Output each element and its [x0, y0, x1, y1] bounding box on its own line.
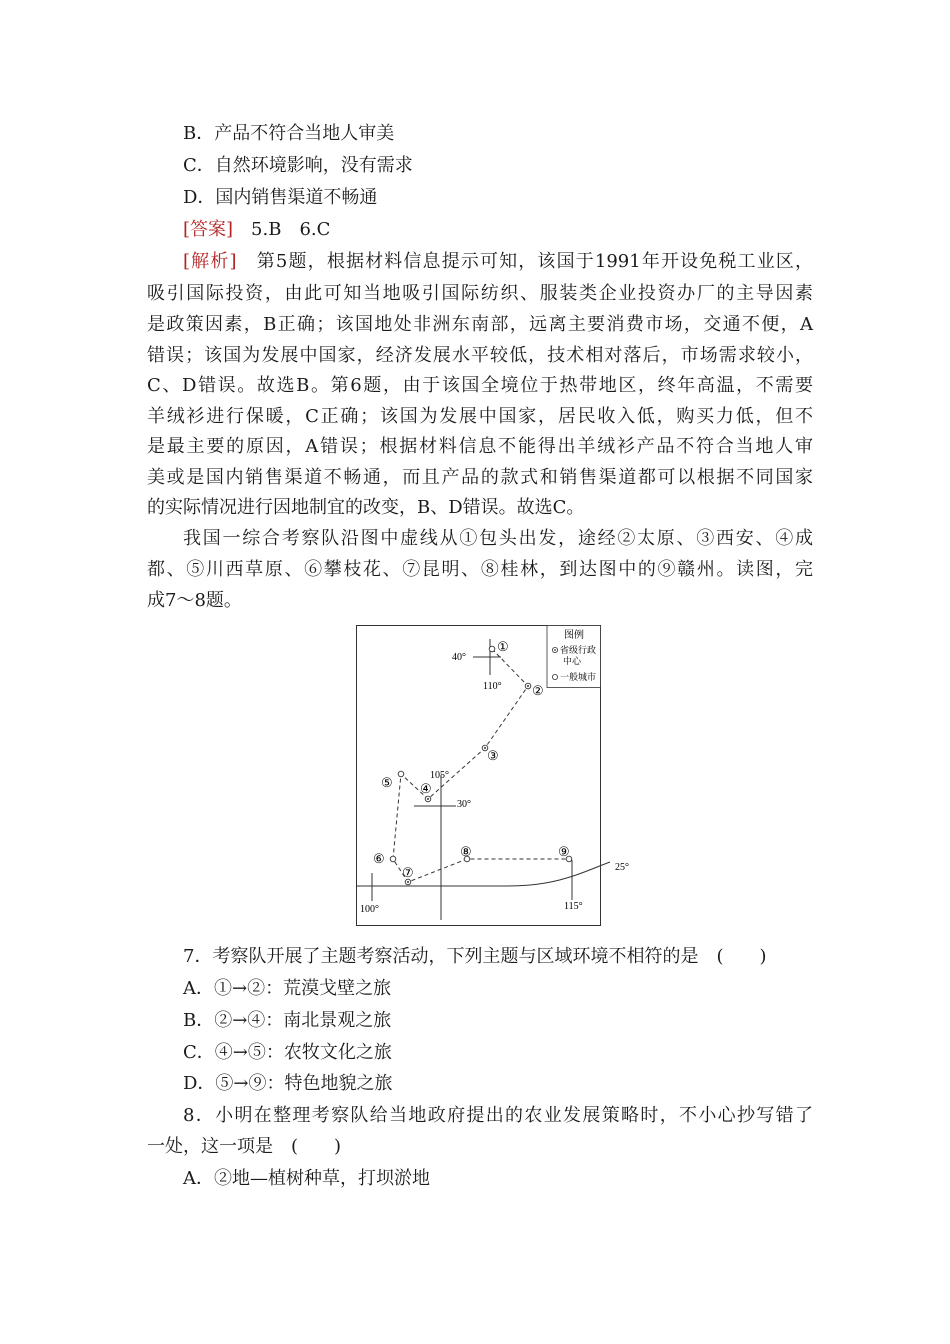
lon-110-label: 110° — [483, 681, 502, 692]
analysis-line: 是政策因素，B正确；该国地处非洲东南部，远离主要消费市场，交通不便，A — [147, 314, 813, 335]
answer-text: 5.B 6.C — [233, 219, 331, 240]
capital-dot-7 — [407, 881, 409, 883]
analysis-line: 吸引国际投资，由此可知当地吸引国际纺织、服装类企业投资办厂的主导因素 — [147, 283, 813, 304]
option-q6-d: D．国内销售渠道不畅通 — [183, 187, 378, 208]
analysis-first-line — [183, 250, 813, 274]
option-q7-d: D．⑤→⑨：特色地貌之旅 — [183, 1073, 393, 1094]
route-map — [356, 625, 629, 927]
point-label-4: ④ — [420, 781, 432, 796]
lon-105-label: 105° — [430, 770, 449, 781]
option-q7-a: A．①→②：荒漠戈壁之旅 — [183, 978, 392, 999]
lon-115-label: 115° — [564, 901, 583, 912]
point-label-2: ② — [532, 683, 544, 698]
analysis-line: C、D错误。故选B。第6题，由于该国全境位于热带地区，终年高温，不需要 — [147, 375, 813, 396]
capital-dot-4 — [427, 798, 429, 800]
analysis-line: 错误；该国为发展中国家，经济发展水平较低，技术相对落后，市场需求较小， — [147, 345, 813, 366]
intro-line: 都、⑤川西草原、⑥攀枝花、⑦昆明、⑧桂林，到达图中的⑨赣州。读图，完 — [147, 559, 813, 580]
analysis-line: 的实际情况进行因地制宜的改变，B、D错误。故选C。 — [147, 497, 585, 518]
lon-100-label: 100° — [360, 904, 379, 915]
legend-city-label: 一般城市 — [560, 672, 597, 682]
intro-line: 成7～8题。 — [147, 590, 242, 611]
option-q7-c: C．④→⑤：农牧文化之旅 — [183, 1042, 392, 1063]
legend-provincial-dot — [554, 649, 556, 651]
point-label-7: ⑦ — [402, 865, 414, 880]
legend-title: 图例 — [564, 630, 584, 641]
analysis-tag: [解析] — [183, 251, 237, 272]
legend-provincial-label: 省级行政 — [560, 645, 597, 655]
legend-provincial-label-2: 中心 — [563, 656, 582, 666]
lat-25-label: 25° — [615, 862, 629, 873]
question-7-stem: 7．考察队开展了主题考察活动，下列主题与区域环境不相符的是 ( ) — [183, 946, 767, 967]
option-q6-c: C．自然环境影响，没有需求 — [183, 155, 413, 176]
point-label-5: ⑤ — [381, 775, 393, 790]
question-8-stem: 8．小明在整理考察队给当地政府提出的农业发展策略时，不小心抄写错了 — [183, 1105, 813, 1126]
lat-40-label: 40° — [452, 652, 466, 663]
capital-dot-3 — [484, 747, 486, 749]
city-marker-5 — [398, 771, 404, 777]
point-label-1: ① — [497, 639, 509, 654]
analysis-first-text: 第5题，根据材料信息提示可知，该国于1991年开设免税工业区， — [236, 251, 813, 272]
analysis-line: 羊绒衫进行保暖，C正确；该国为发展中国家，居民收入低，购买力低，但不 — [147, 406, 813, 427]
analysis-line: 是最主要的原因，A错误；根据材料信息不能得出羊绒衫产品不符合当地人审 — [147, 436, 813, 457]
question-8-stem-cont: 一处，这一项是 ( ) — [147, 1136, 342, 1157]
answer-line — [183, 218, 330, 242]
route-map-svg — [356, 625, 629, 927]
analysis-line: 美或是国内销售渠道不畅通，而且产品的款式和销售渠道都可以根据不同国家 — [147, 467, 813, 488]
city-marker-6 — [390, 856, 396, 862]
option-q6-b: B．产品不符合当地人审美 — [183, 123, 395, 144]
capital-dot-2 — [527, 685, 529, 687]
lat-30-label: 30° — [457, 799, 471, 810]
point-label-8: ⑧ — [460, 844, 472, 859]
option-q7-b: B．②→④：南北景观之旅 — [183, 1010, 392, 1031]
legend-city-icon — [552, 674, 557, 679]
city-marker-1 — [489, 646, 495, 652]
intro-first-line: 我国一综合考察队沿图中虚线从①包头出发，途经②太原、③西安、④成 — [183, 528, 813, 549]
option-q8-a: A．②地—植树种草，打坝淤地 — [183, 1168, 430, 1189]
point-label-3: ③ — [487, 748, 499, 763]
answer-tag: [答案] — [183, 219, 234, 240]
point-label-9: ⑨ — [558, 844, 570, 859]
point-label-6: ⑥ — [373, 851, 385, 866]
